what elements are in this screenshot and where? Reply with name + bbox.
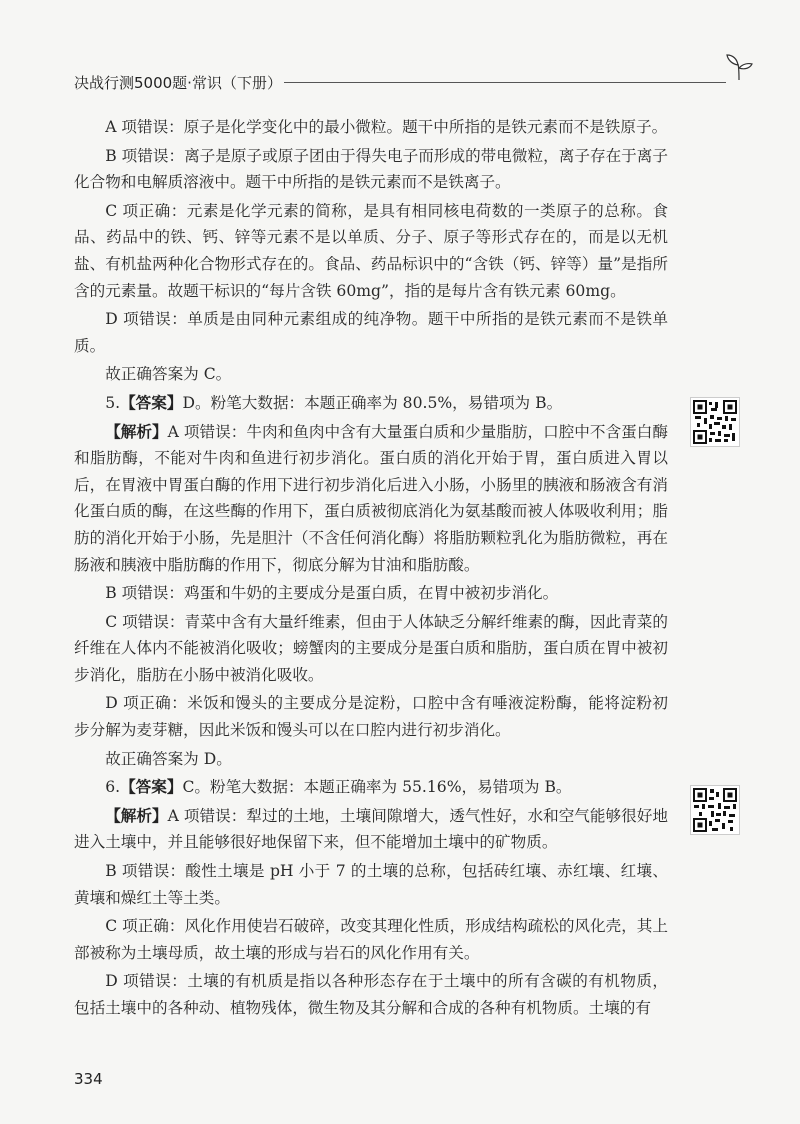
page-number: 334	[74, 1070, 103, 1088]
sprout-icon	[724, 52, 754, 82]
qr-code-5[interactable]	[690, 397, 740, 447]
header-rule	[284, 82, 726, 83]
qr-code-6[interactable]	[690, 785, 740, 835]
analysis-tag: 【解析】	[105, 421, 168, 441]
answer-tag: 【答案】	[120, 392, 183, 412]
answer-line-6: 6.【答案】C。粉笔大数据：本题正确率为 55.16%，易错项为 B。	[105, 777, 572, 797]
running-title: 决战行测5000题·常识（下册）	[74, 74, 282, 92]
paragraph: B 项错误：鸡蛋和牛奶的主要成分是蛋白质，在胃中被初步消化。	[105, 584, 559, 603]
analysis-tag: 【解析】	[105, 805, 168, 825]
paragraph: C 项错误：青菜中含有大量纤维素，但由于人体缺乏分解纤维素的酶，因此青菜的纤维在人体内不能被消化吸收；螃蟹肉的主要成分是蛋白质和脂肪，蛋白质在胃中被初步消化，脂肪在小肠中被消化吸收。	[74, 612, 668, 684]
paragraph: A 项错误：原子是化学变化中的最小微粒。题干中所指的是铁元素而不是铁原子。	[105, 118, 668, 136]
paragraph: B 项错误：离子是原子或原子团由于得失电子而形成的带电微粒，离子存在于离子化合物和电解质溶液中。题干中所指的是铁元素而不是铁离子。	[74, 146, 668, 192]
analysis-paragraph: 【解析】A 项错误：牛肉和鱼肉中含有大量蛋白质和少量脂肪，口腔中不含蛋白酶和脂肪酶，不能对牛肉和鱼进行初步消化。蛋白质的消化开始于胃，蛋白质进入胃以后，在胃液中胃蛋白酶的作用下进行初步消化后进入小肠，小肠里的胰液和肠液含有消化蛋白质的酶，在这些酶的作用下，蛋白质被彻底消化为氨基酸而被人体吸收利用；脂肪的消化开始于小肠，先是胆汁（不含任何消化酶）将脂肪颗粒乳化为脂肪微粒，再在肠液和胰液中脂肪酶的作用下，彻底分解为甘油和脂肪酸。	[74, 421, 668, 574]
analysis-paragraph: 【解析】A 项错误：犁过的土地，土壤间隙增大，透气性好，水和空气能够很好地进入土壤中，并且能够很好地保留下来，但不能增加土壤中的矿物质。	[74, 805, 668, 852]
paragraph: D 项正确：米饭和馒头的主要成分是淀粉，口腔中含有唾液淀粉酶，能将淀粉初步分解为麦芽糖，因此米饭和馒头可以在口腔内进行初步消化。	[74, 694, 668, 740]
answer-tag: 【答案】	[120, 777, 183, 797]
qr-code-icon	[691, 786, 739, 834]
paragraph: C 项正确：风化作用使岩石破碎，改变其理化性质，形成结构疏松的风化壳，其上部被称为土壤母质，故土壤的形成与岩石的风化作用有关。	[74, 917, 668, 962]
answer-conclusion: 故正确答案为 D。	[105, 749, 232, 768]
paragraph: B 项错误：酸性土壤是 pH 小于 7 的土壤的总称，包括砖红壤、赤红壤、红壤、黄壤和燥红土等土类。	[74, 862, 668, 907]
page-header	[74, 70, 754, 100]
paragraph: D 项错误：单质是由同种元素组成的纯净物。题干中所指的是铁元素而不是铁单质。	[74, 310, 668, 355]
answer-line-5: 5.【答案】D。粉笔大数据：本题正确率为 80.5%，易错项为 B。	[105, 392, 563, 412]
paragraph: D 项错误：土壤的有机质是指以各种形态存在于土壤中的所有含碳的有机物质，包括土壤中的各种动、植物残体，微生物及其分解和合成的各种有机物质。土壤的有	[74, 972, 668, 1017]
answer-explanations	[74, 114, 668, 1024]
answer-conclusion: 故正确答案为 C。	[105, 365, 232, 384]
paragraph: C 项正确：元素是化学元素的简称，是具有相同核电荷数的一类原子的总称。食品、药品中的铁、钙、锌等元素不是以单质、分子、原子等形式存在的，而是以无机盐、有机盐两种化合物形式存在的。食品、药品标识中的“含铁（钙、锌等）量”是指所含的元素量。故题干标识的“每片含铁 60mg”，指的是每片含有铁元素 60mg。	[74, 201, 668, 300]
qr-code-icon	[691, 398, 739, 446]
